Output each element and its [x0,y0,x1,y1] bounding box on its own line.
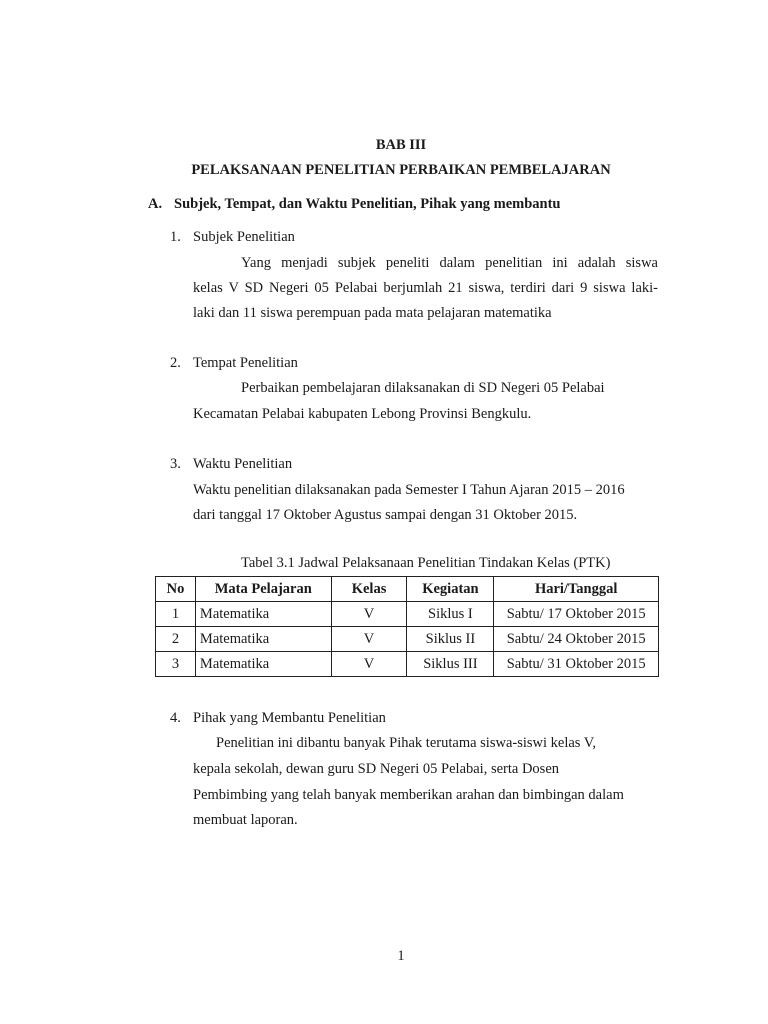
item-1-number: 1. [170,229,181,245]
table-row [156,652,659,677]
item-1-line-3: laki dan 11 siswa perempuan pada mata pelajaran matematika [193,305,552,321]
item-2-number: 2. [170,355,181,371]
item-1-line-1: Yang menjadi subjek peneliti dalam penelitian ini adalah siswa [241,255,658,271]
item-1-title: Subjek Penelitian [193,229,295,245]
table-header-row [156,577,659,602]
chapter-title: PELAKSANAAN PENELITIAN PERBAIKAN PEMBELAJARAN [191,162,611,178]
item-4-title: Pihak yang Membantu Penelitian [193,710,386,726]
cell-hari-tanggal: Sabtu/ 17 Oktober 2015 [494,602,659,627]
cell-kegiatan: Siklus I [407,602,494,627]
item-2-line-1: Perbaikan pembelajaran dilaksanakan di SD Negeri 05 Pelabai [241,380,605,396]
item-1-line-2: kelas V SD Negeri 05 Pelabai berjumlah 21 siswa, terdiri dari 9 siswa laki- [193,280,658,296]
cell-no: 2 [156,627,196,652]
cell-hari-tanggal: Sabtu/ 24 Oktober 2015 [494,627,659,652]
header-hari-tanggal: Hari/Tanggal [494,577,659,602]
header-kelas: Kelas [331,577,407,602]
cell-kelas: V [331,627,407,652]
item-2-title: Tempat Penelitian [193,355,298,371]
item-4-line-1: Penelitian ini dibantu banyak Pihak terutama siswa-siswi kelas V, [216,735,597,751]
section-a-label: A. [148,196,163,212]
item-3-line-1: Waktu penelitian dilaksanakan pada Semester I Tahun Ajaran 2015 – 2016 [193,482,625,498]
item-3-title: Waktu Penelitian [193,456,293,472]
chapter-heading: BAB III [375,137,427,153]
header-mata-pelajaran: Mata Pelajaran [195,577,331,602]
header-kegiatan: Kegiatan [407,577,494,602]
cell-mata-pelajaran: Matematika [195,627,331,652]
item-3-number: 3. [170,456,181,472]
cell-mata-pelajaran: Matematika [195,602,331,627]
item-2-line-2: Kecamatan Pelabai kabupaten Lebong Provinsi Bengkulu. [193,406,532,422]
item-4-number: 4. [170,710,181,726]
cell-no: 1 [156,602,196,627]
cell-mata-pelajaran: Matematika [195,652,331,677]
cell-kegiatan: Siklus II [407,627,494,652]
schedule-table [155,576,659,677]
item-4-line-3: Pembimbing yang telah banyak memberikan arahan dan bimbingan dalam [193,787,624,803]
cell-no: 3 [156,652,196,677]
table-caption: Tabel 3.1 Jadwal Pelaksanaan Penelitian Tindakan Kelas (PTK) [241,555,611,571]
table-row [156,602,659,627]
cell-kelas: V [331,652,407,677]
item-3-line-2: dari tanggal 17 Oktober Agustus sampai dengan 31 Oktober 2015. [193,507,578,523]
section-a-title: Subjek, Tempat, dan Waktu Penelitian, Pihak yang membantu [174,196,561,212]
item-4-line-4: membuat laporan. [193,812,298,828]
cell-hari-tanggal: Sabtu/ 31 Oktober 2015 [494,652,659,677]
item-4-line-2: kepala sekolah, dewan guru SD Negeri 05 Pelabai, serta Dosen [193,761,560,777]
header-no: No [156,577,196,602]
cell-kegiatan: Siklus III [407,652,494,677]
table-row [156,627,659,652]
cell-kelas: V [331,602,407,627]
page-number: 1 [397,948,405,964]
